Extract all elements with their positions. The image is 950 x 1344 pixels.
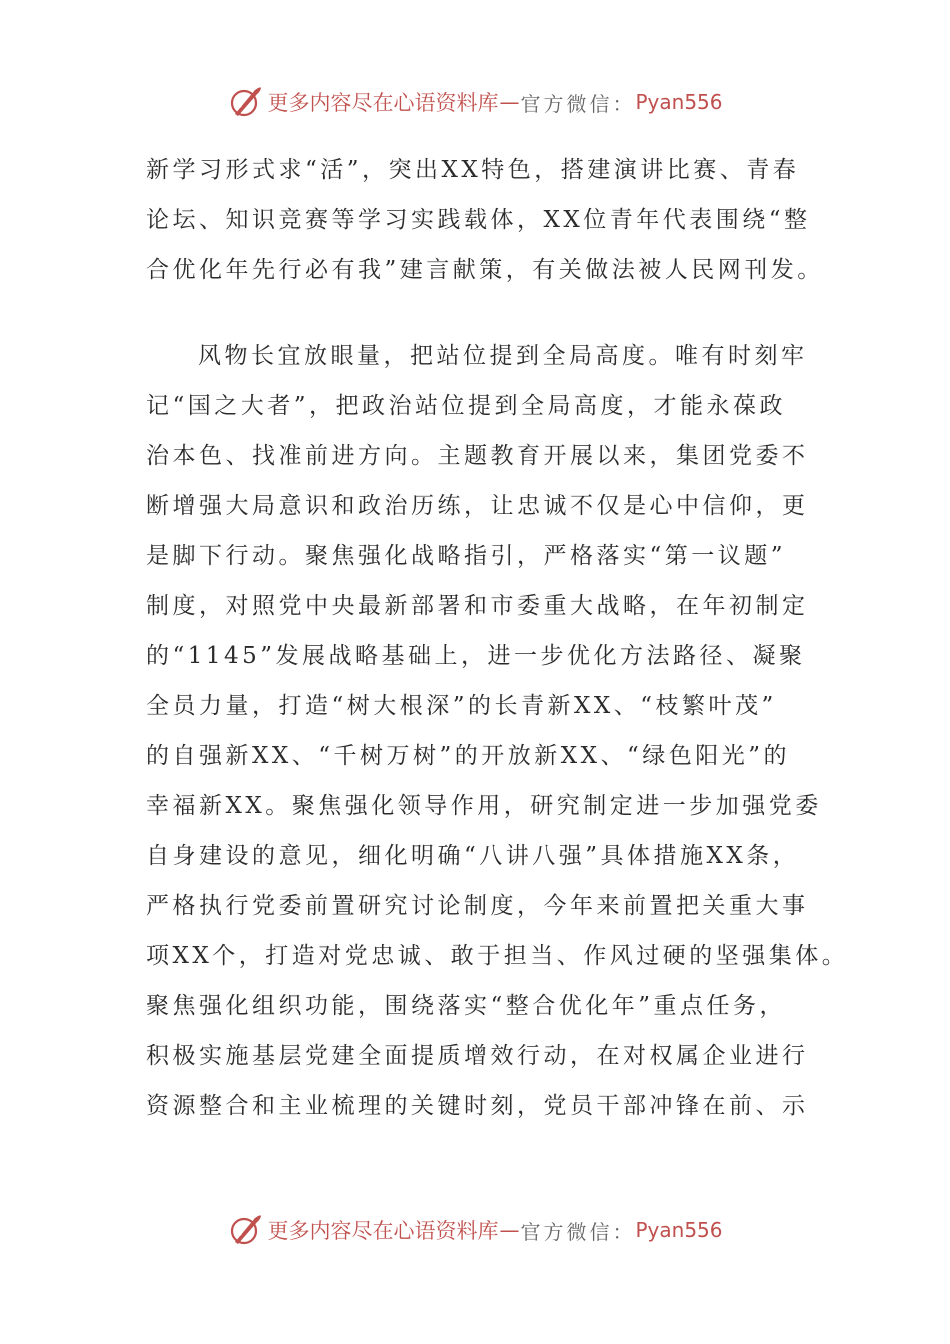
paragraph-1 <box>146 145 824 295</box>
text-line: 制度，对照党中央最新部署和市委重大战略，在年初制定 <box>146 593 809 619</box>
text-line: 断增强大局意识和政治历练，让忠诚不仅是心中信仰，更 <box>146 493 809 519</box>
banner-wechat-id: Pyan556 <box>635 90 723 114</box>
banner-separator: — <box>499 1218 520 1242</box>
text-line: 是脚下行动。聚焦强化战略指引，严格落实“第一议题” <box>146 543 787 569</box>
banner-wechat-label: 官方微信： <box>520 91 636 116</box>
text-line: 聚焦强化组织功能，围绕落实“整合优化年”重点任务， <box>146 993 787 1019</box>
document-body <box>146 145 849 1131</box>
paragraph-2 <box>146 331 849 1131</box>
text-line: 全员力量，打造“树大根深”的长青新XX、“枝繁叶茂” <box>146 693 777 719</box>
banner-brand-text: 更多内容尽在心语资料库 <box>267 91 499 115</box>
banner-brand-text: 更多内容尽在心语资料库 <box>267 1219 499 1243</box>
text-line: 记“国之大者”，把政治站位提到全局高度，才能永葆政 <box>146 393 787 419</box>
quill-pen-circle-icon <box>227 1212 263 1248</box>
banner-wechat-id: Pyan556 <box>635 1218 723 1242</box>
banner-separator: — <box>499 90 520 114</box>
header-banner <box>0 82 950 122</box>
footer-banner <box>0 1210 950 1250</box>
text-line: 合优化年先行必有我”建言献策，有关做法被人民网刊发。 <box>146 257 824 283</box>
text-line: 积极实施基层党建全面提质增效行动，在对权属企业进行 <box>146 1043 809 1069</box>
text-line: 风物长宜放眼量，把站位提到全局高度。唯有时刻牢 <box>198 343 808 369</box>
text-line: 项XX个，打造对党忠诚、敢于担当、作风过硬的坚强集体。 <box>146 943 849 969</box>
text-line: 自身建设的意见，细化明确“八讲八强”具体措施XX条， <box>146 843 800 869</box>
text-line: 论坛、知识竞赛等学习实践载体，XX位青年代表围绕“整 <box>146 207 811 233</box>
text-line: 严格执行党委前置研究讨论制度，今年来前置把关重大事 <box>146 893 809 919</box>
text-line: 资源整合和主业梳理的关键时刻，党员干部冲锋在前、示 <box>146 1093 809 1119</box>
quill-pen-circle-icon <box>227 84 263 120</box>
text-line: 新学习形式求“活”，突出XX特色，搭建演讲比赛、青春 <box>146 157 800 183</box>
text-line: 幸福新XX。聚焦强化领导作用，研究制定进一步加强党委 <box>146 793 822 819</box>
text-line: 的自强新XX、“千树万树”的开放新XX、“绿色阳光”的 <box>146 743 791 769</box>
text-line: 治本色、找准前进方向。主题教育开展以来，集团党委不 <box>146 443 809 469</box>
paragraph-gap <box>146 295 816 331</box>
text-line: 的“1145”发展战略基础上，进一步优化方法路径、凝聚 <box>146 643 806 669</box>
banner-wechat-label: 官方微信： <box>520 1219 636 1244</box>
